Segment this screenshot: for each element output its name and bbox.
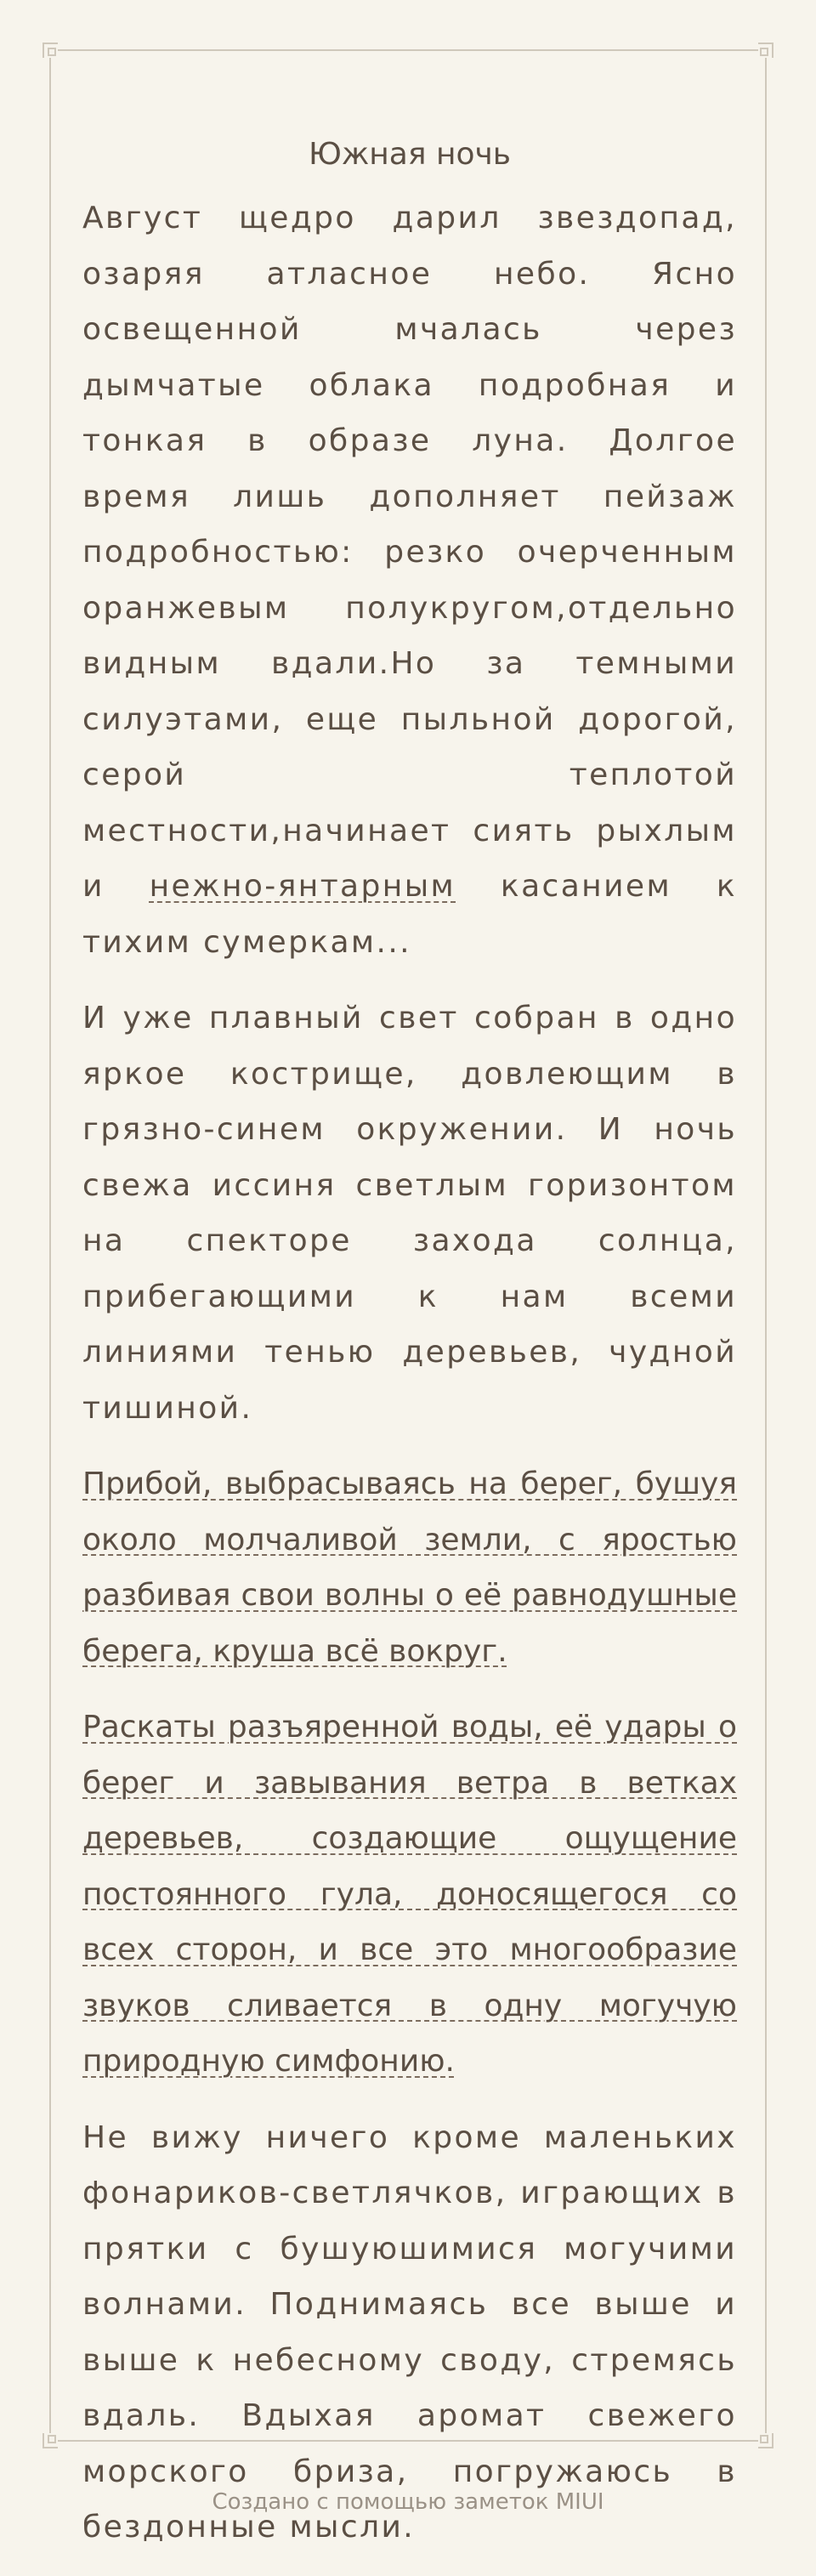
note-paragraph-5 (82, 2110, 737, 2556)
frame-corner-ornament (758, 43, 774, 58)
underlined-phrase: нежно-янтарным (149, 869, 456, 904)
paragraph-text: Август щедро дарил звездопад, озаряя атласное небо. Ясно освещенной мчалась через дымчатые облака подробная и тонкая в образе луна. Долгое время лишь дополняет пейзаж подробностью: резко очерченным оранжевым полукругом,отдельно видным вдали.Но за темными силуэтами, еще пыльной дорогой, серой теплотой местности,начинает сиять рыхлым и (82, 201, 737, 904)
note-paragraph-2 (82, 990, 737, 1436)
paragraph-text: И уже плавный свет собран в одно яркое кострище, довлеющим в грязно-синем окружении. И ночь свежа иссиня светлым горизонтом на спекторе захода солнца, прибегающими к нам всеми линиями тенью деревьев, чудной тишиной. (82, 1001, 737, 1426)
note-paragraph-3 (82, 1456, 737, 1679)
note-body (82, 128, 737, 2576)
note-title: Южная ночь (308, 137, 512, 172)
underlined-paragraph-text: Раскаты разъяренной воды, её удары о берег и завывания ветра в ветках деревьев, создающие ощущение постоянного гула, доносящегося со всех сторон, и все это многообразие звуков сливается в одну могучую природную симфонию. (82, 1710, 737, 2079)
note-paragraph-1 (82, 190, 737, 970)
paragraph-text: Не вижу ничего кроме маленьких фонариков-светлячков, играющих в прятки с бушуюшимися могучими волнами. Поднимаясь все выше и выше к небесному своду, стремясь вдаль. Вдыхая аромат свежего морского бриза, погружаюсь в бездонные мысли. (82, 2119, 737, 2545)
note-paragraph-4 (82, 1699, 737, 2090)
underlined-paragraph-text: Прибой, выбрасываясь на берег, бушуя около молчаливой земли, с яростью разбивая свои волны о её равнодушные берега, круша всё вокруг. (82, 1467, 737, 1669)
frame-corner-ornament (758, 2433, 774, 2448)
frame-corner-ornament (42, 43, 58, 58)
paragraph-text: касанием к тихим сумеркам... (82, 869, 737, 960)
footer-caption: Создано с помощью заметок MIUI (212, 2489, 604, 2515)
frame-corner-ornament (42, 2433, 58, 2448)
